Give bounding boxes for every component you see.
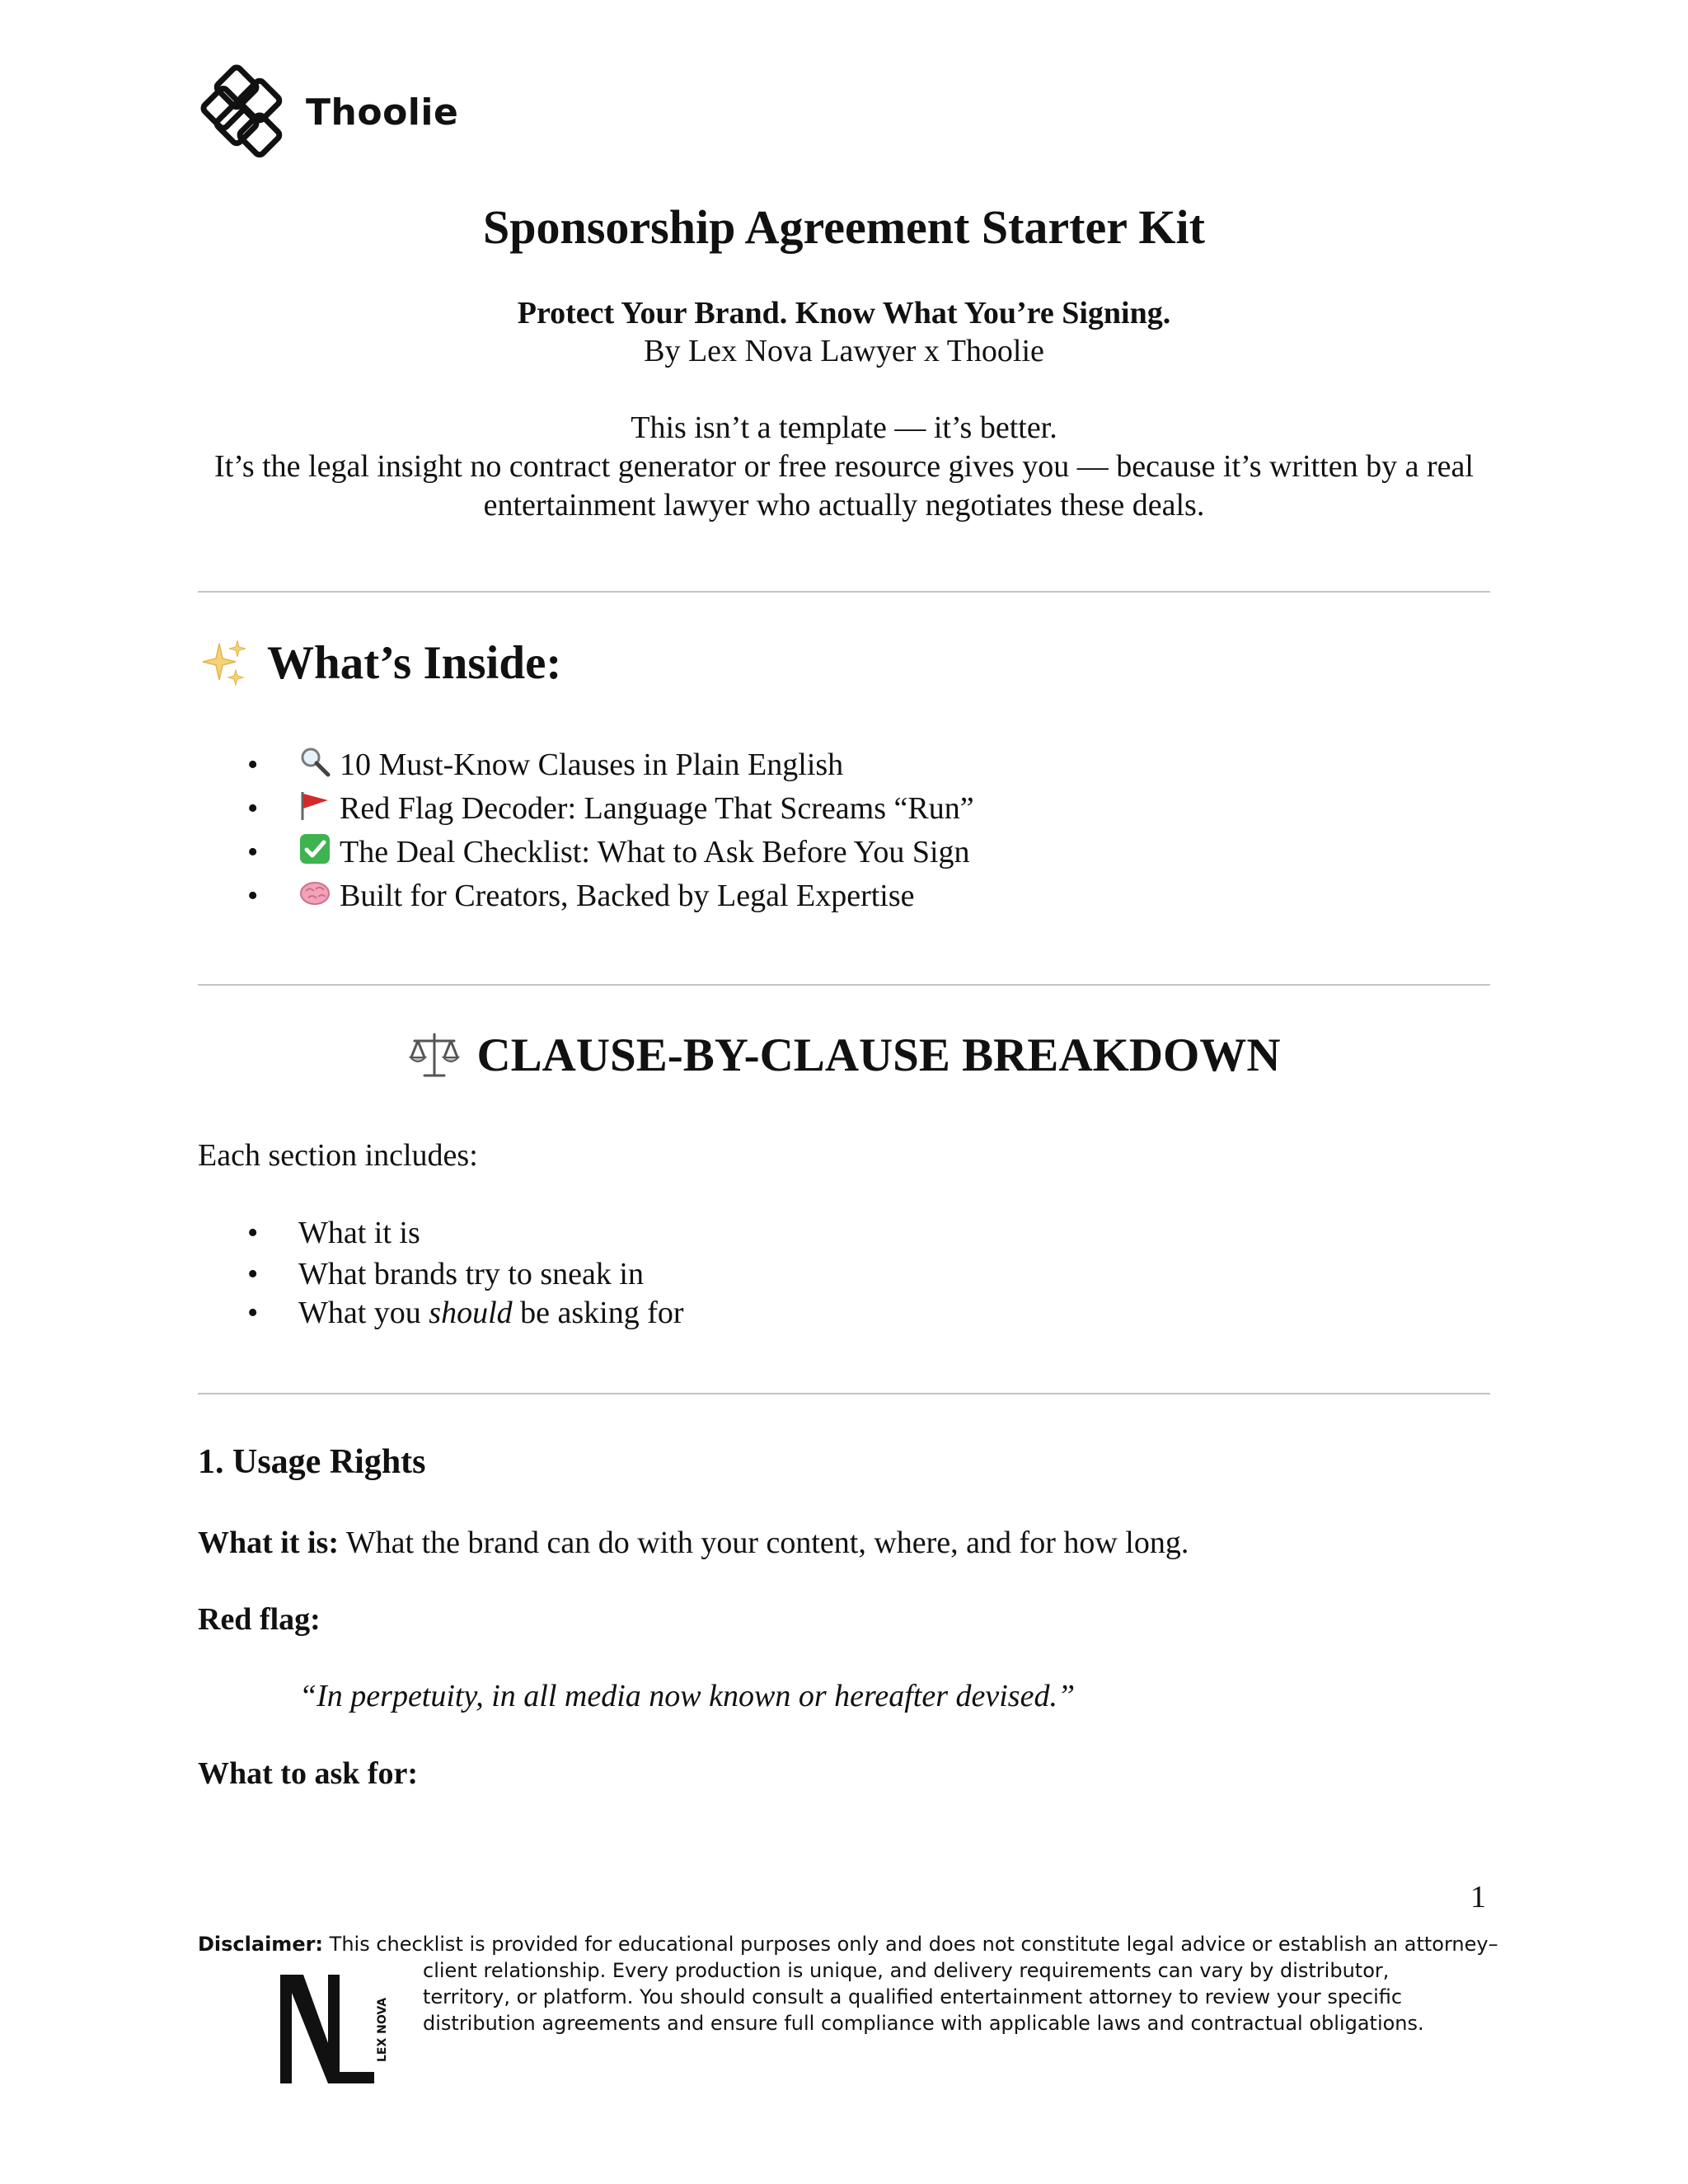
disclaimer-label: Disclaimer: [198,1933,324,1956]
scales-icon [408,1029,461,1082]
intro-paragraph [198,409,1490,525]
list-item: • The Deal Checklist: What to Ask Before You Sign [198,831,974,874]
list-item-label-after: be asking for [512,1296,684,1330]
brand-name: Thoolie [306,91,459,134]
divider [198,984,1490,986]
whats-inside-heading [198,636,561,690]
list-item: • 10 Must-Know Clauses in Plain English [198,743,974,787]
document-title: Sponsorship Agreement Starter Kit [483,200,1205,254]
check-mark-icon [298,832,331,865]
red-flag-label: Red flag: [198,1602,321,1637]
whats-inside-list [198,743,974,918]
what-it-is-text: What the brand can do with your content, where, and for how long. [339,1526,1189,1560]
disclaimer-rest: client relationship. Every production is unique, and delivery requirements can vary by distributor, territory, or platform. You should consult a qualified entertainment attorney to review your specific distribution agreements and ensure full compliance with applicable laws and contractual obligations. [423,1959,1424,2035]
document-subtitle: Protect Your Brand. Know What You’re Signing. [517,296,1171,330]
lex-nova-logo-icon [277,1971,391,2087]
section-includes-list [198,1212,684,1333]
sparkles-icon [198,637,251,690]
intro-line-1: This isn’t a template — it’s better. [631,410,1057,445]
clause-heading-usage-rights: 1. Usage Rights [198,1443,426,1481]
list-item-label: Built for Creators, Backed by Legal Expertise [340,879,915,913]
what-it-is-label: What it is: [198,1526,339,1560]
list-item-label: What brands try to sneak in [298,1257,644,1291]
red-flag-quote: “In perpetuity, in all media now known or hereafter devised.” [299,1679,1076,1713]
svg-text:LEX NOVA: LEX NOVA [376,1997,389,2062]
breakdown-title: CLAUSE-BY-CLAUSE BREAKDOWN [476,1029,1281,1081]
list-item-label: What it is [298,1216,420,1250]
list-item-label: Red Flag Decoder: Language That Screams “Run” [340,791,974,826]
what-to-ask-label: What to ask for: [198,1756,419,1791]
divider [198,1393,1490,1394]
brain-icon [298,876,331,909]
emphasis-should: should [429,1296,513,1330]
breakdown-intro: Each section includes: [198,1138,478,1173]
red-flag-icon [298,789,331,822]
list-item-label-before: What you [298,1296,429,1330]
list-item-label: The Deal Checklist: What to Ask Before You Sign [340,835,970,869]
list-item: • Red Flag Decoder: Language That Screams “Run” [198,787,974,831]
interlocking-diamonds-logo-icon [200,64,296,160]
whats-inside-title: What’s Inside: [267,637,562,689]
list-item: • What it is [247,1216,420,1250]
list-item: • Built for Creators, Backed by Legal Expertise [198,874,974,918]
byline: By Lex Nova Lawyer x Thoolie [644,334,1044,368]
list-item: • What you should be asking for [247,1296,684,1330]
disclaimer-line-1: This checklist is provided for educational purposes only and does not constitute legal advice or establish an attorney– [323,1933,1498,1956]
what-it-is-paragraph [198,1525,1189,1561]
list-item-label: 10 Must-Know Clauses in Plain English [340,748,844,782]
intro-line-2: It’s the legal insight no contract generator or free resource gives you — because it’s written by a real entertainment lawyer who actually negotiates these deals. [214,449,1474,523]
magnifier-icon [298,745,331,778]
divider [198,591,1490,593]
page-number: 1 [1470,1880,1486,1915]
list-item: • What brands try to sneak in [247,1257,644,1291]
thoolie-logo [200,64,458,160]
breakdown-heading [198,1029,1490,1082]
